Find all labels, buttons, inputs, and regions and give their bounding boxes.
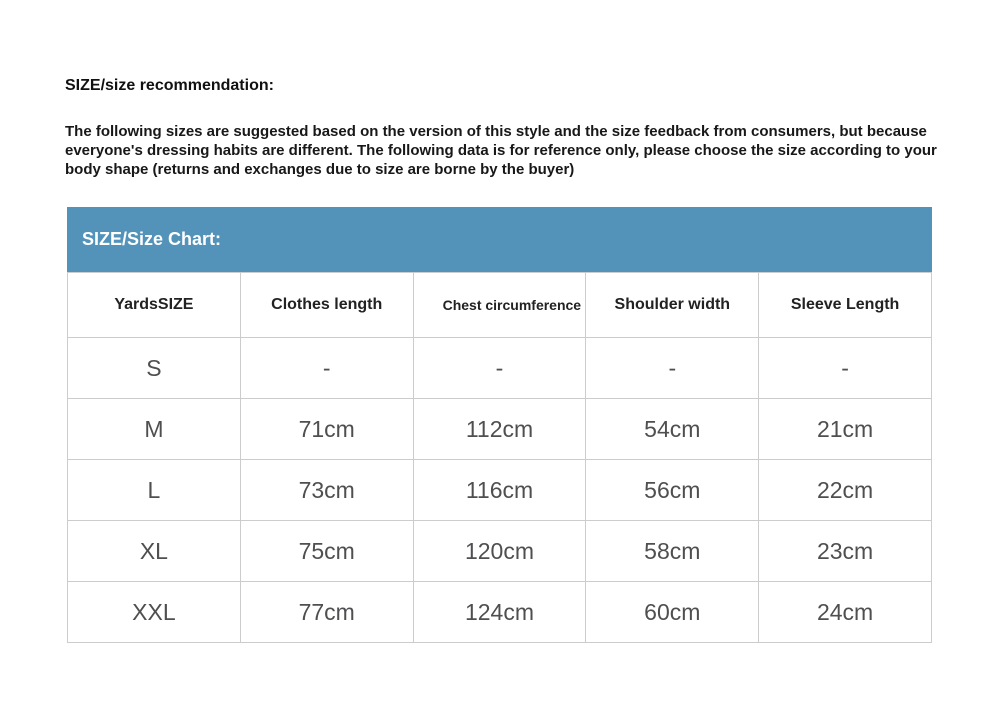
value-cell: 58cm [586, 521, 759, 582]
value-cell: 22cm [759, 460, 932, 521]
table-row-xxl [68, 582, 932, 643]
column-header-chest-circumference: Chest circumference [413, 273, 586, 338]
value-cell: 73cm [240, 460, 413, 521]
size-chart-panel [67, 207, 932, 643]
size-chart-title-bar: SIZE/Size Chart: [67, 207, 932, 272]
value-cell: - [759, 338, 932, 399]
column-header-shoulder-width: Shoulder width [586, 273, 759, 338]
size-cell: XL [68, 521, 241, 582]
value-cell: 56cm [586, 460, 759, 521]
size-chart-table [67, 272, 932, 643]
value-cell: 54cm [586, 399, 759, 460]
size-cell: XXL [68, 582, 241, 643]
value-cell: 24cm [759, 582, 932, 643]
size-cell: S [68, 338, 241, 399]
table-header-row [68, 273, 932, 338]
column-header-yards-size: YardsSIZE [68, 273, 241, 338]
value-cell: 71cm [240, 399, 413, 460]
size-cell: M [68, 399, 241, 460]
value-cell: 124cm [413, 582, 586, 643]
value-cell: - [586, 338, 759, 399]
value-cell: 21cm [759, 399, 932, 460]
value-cell: 116cm [413, 460, 586, 521]
value-cell: 120cm [413, 521, 586, 582]
table-row-m [68, 399, 932, 460]
page-title: SIZE/size recommendation: [65, 77, 274, 94]
value-cell: 112cm [413, 399, 586, 460]
table-row-l [68, 460, 932, 521]
value-cell: 23cm [759, 521, 932, 582]
value-cell: 75cm [240, 521, 413, 582]
table-row-xl [68, 521, 932, 582]
value-cell: 77cm [240, 582, 413, 643]
value-cell: 60cm [586, 582, 759, 643]
size-cell: L [68, 460, 241, 521]
column-header-clothes-length: Clothes length [240, 273, 413, 338]
value-cell: - [413, 338, 586, 399]
size-recommendation-text: The following sizes are suggested based on the version of this style and the size feedback from consumers, but because everyone's dressing habits are different. The following data is for reference only, please choose the size according to your body shape (returns and exchanges due to size are borne by the buyer) [65, 123, 937, 178]
value-cell: - [240, 338, 413, 399]
column-header-sleeve-length: Sleeve Length [759, 273, 932, 338]
table-row-s [68, 338, 932, 399]
